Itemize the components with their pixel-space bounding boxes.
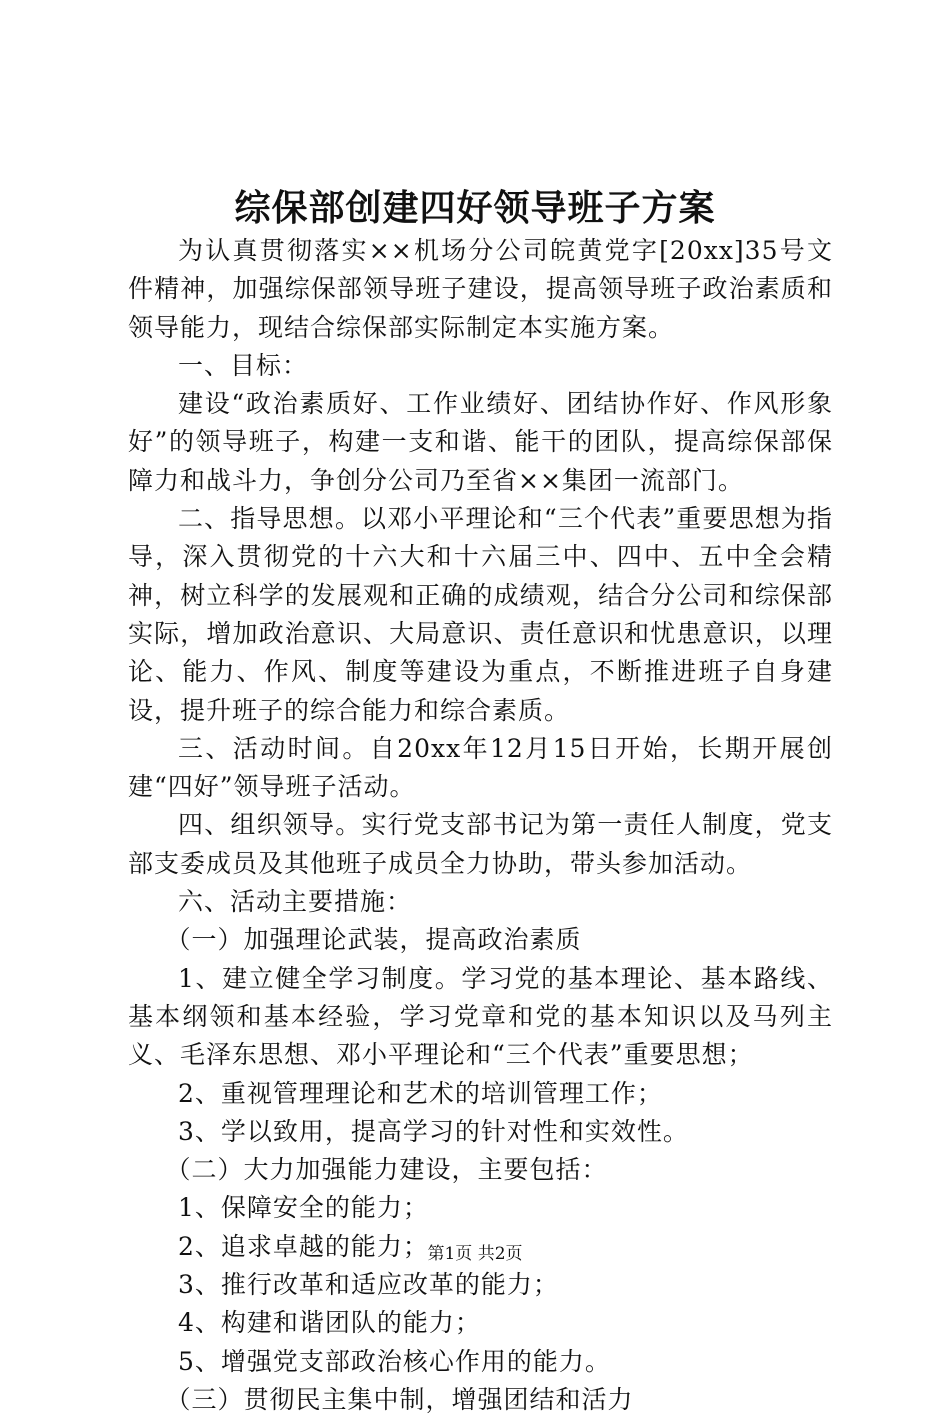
page-number: 第1页 共2页: [427, 1244, 523, 1264]
list-item: 1、建立健全学习制度。学习党的基本理论、基本路线、基本纲领和基本经验，学习党章和党的基本知识以及马列主义、毛泽东思想、邓小平理论和“三个代表”重要思想；: [128, 963, 833, 1070]
list-item: 5、增强党支部政治核心作用的能力。: [178, 1346, 611, 1376]
list-item: 4、构建和谐团队的能力；: [178, 1308, 481, 1338]
list-item: 3、推行改革和适应改革的能力；: [178, 1270, 559, 1300]
paragraph: 为认真贯彻落实××机场分公司皖黄党字[20xx]35号文件精神，加强综保部领导班子建设，提高领导班子政治素质和领导能力，现结合综保部实际制定本实施方案。: [128, 236, 833, 342]
list-item: 2、重视管理理论和艺术的培训管理工作；: [178, 1078, 663, 1108]
paragraph: 建设“政治素质好、工作业绩好、团结协作好、作风形象好”的领导班子，构建一支和谐、能干的团队，提高综保部保障力和战斗力，争创分公司乃至省××集团一流部门。: [128, 389, 833, 495]
list-item: 1、保障安全的能力；: [178, 1193, 429, 1223]
subsection-heading: （三）贯彻民主集中制，增强团结和活力: [165, 1384, 634, 1414]
subsection-heading: （二）大力加强能力建设，主要包括：: [165, 1155, 608, 1185]
paragraph: 四、组织领导。实行党支部书记为第一责任人制度，党支部支委成员及其他班子成员全力协助，带头参加活动。: [128, 810, 833, 878]
document-body: [128, 232, 833, 1419]
section-heading: 一、目标：: [178, 350, 309, 380]
subsection-heading: （一）加强理论武装，提高政治素质: [165, 925, 582, 955]
paragraph: 二、指导思想。以邓小平理论和“三个代表”重要思想为指导，深入贯彻党的十六大和十六届三中、四中、五中全会精神，树立科学的发展观和正确的成绩观，结合分公司和综保部实际，增加政治意识、大局意识、责任意识和忧患意识，以理论、能力、作风、制度等建设为重点，不断推进班子自身建设，提升班子的综合能力和综合素质。: [128, 504, 833, 725]
list-item: 3、学以致用，提高学习的针对性和实效性。: [178, 1116, 689, 1146]
paragraph: 三、活动时间。自20xx年12月15日开始，长期开展创建“四好”领导班子活动。: [128, 733, 833, 802]
section-heading: 六、活动主要措施：: [178, 887, 413, 917]
list-item: 2、追求卓越的能力；: [178, 1231, 429, 1261]
document-title: 综保部创建四好领导班子方案: [234, 187, 716, 229]
